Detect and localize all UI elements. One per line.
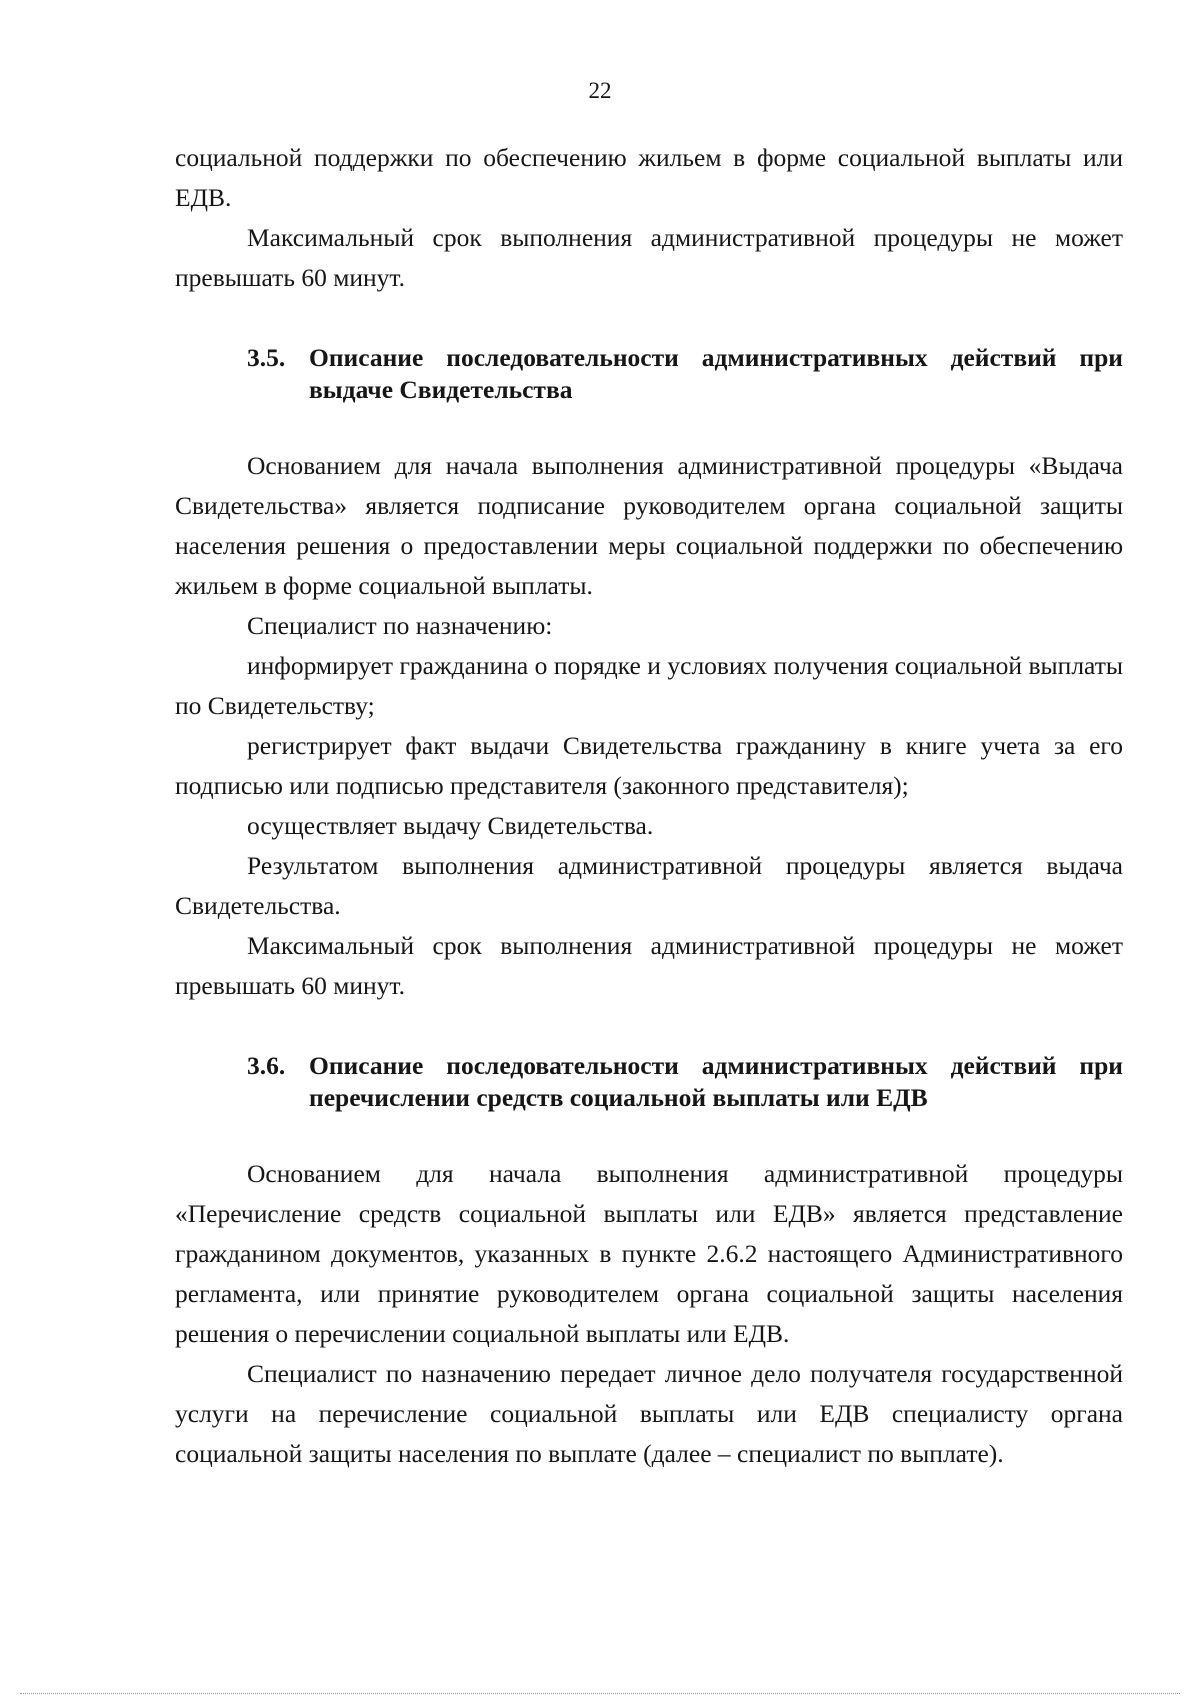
paragraph-informs: информирует гражданина о порядке и условиях получения социальной выплаты по Свидетельству; bbox=[175, 651, 1123, 720]
scan-edge-line bbox=[20, 1693, 1180, 1694]
paragraph-specialist-intro: Специалист по назначению: bbox=[247, 611, 553, 640]
paragraph-basis-transfer: Основанием для начала выполнения административной процедуры «Перечисление средств социальной выплаты или ЕДВ» является представление гражданином документов, указанных в пункте 2.6.2 настоящего Административного регламента, или принятие руководителем органа социальной защиты населения решения о перечислении социальной выплаты или ЕДВ. bbox=[175, 1159, 1123, 1348]
section-number: 3.5. bbox=[247, 343, 286, 372]
page-number: 22 bbox=[588, 78, 612, 103]
section-title: Описание последовательности административных действий при выдаче Свидетельства bbox=[309, 343, 1123, 404]
paragraph-continuation: социальной поддержки по обеспечению жильем в форме социальной выплаты или ЕДВ. bbox=[175, 143, 1123, 212]
paragraph-basis-issuance: Основанием для начала выполнения административной процедуры «Выдача Свидетельства» является подписание руководителем органа социальной защиты населения решения о предоставлении меры социальной поддержки по обеспечению жильем в форме социальной выплаты. bbox=[175, 451, 1123, 600]
paragraph-specialist-transfers: Специалист по назначению передает личное дело получателя государственной услуги на перечисление социальной выплаты или ЕДВ специалисту органа социальной защиты населения по выплате (далее – специалист по выплате). bbox=[175, 1359, 1123, 1468]
paragraph-max-time-1: Максимальный срок выполнения административной процедуры не может превышать 60 минут. bbox=[175, 223, 1123, 292]
section-title: Описание последовательности административных действий при перечислении средств социальной выплаты или ЕДВ bbox=[309, 1051, 1123, 1112]
paragraph-result: Результатом выполнения административной процедуры является выдача Свидетельства. bbox=[175, 851, 1123, 920]
section-heading-3-6 bbox=[247, 1050, 1123, 1114]
document-body bbox=[175, 138, 1123, 1474]
section-number: 3.6. bbox=[247, 1051, 286, 1080]
paragraph-issues: осуществляет выдачу Свидетельства. bbox=[247, 811, 654, 840]
paragraph-registers: регистрирует факт выдачи Свидетельства гражданину в книге учета за его подписью или подписью представителя (законного представителя); bbox=[175, 731, 1123, 800]
paragraph-max-time-2: Максимальный срок выполнения административной процедуры не может превышать 60 минут. bbox=[175, 931, 1123, 1000]
section-heading-3-5 bbox=[247, 342, 1123, 406]
